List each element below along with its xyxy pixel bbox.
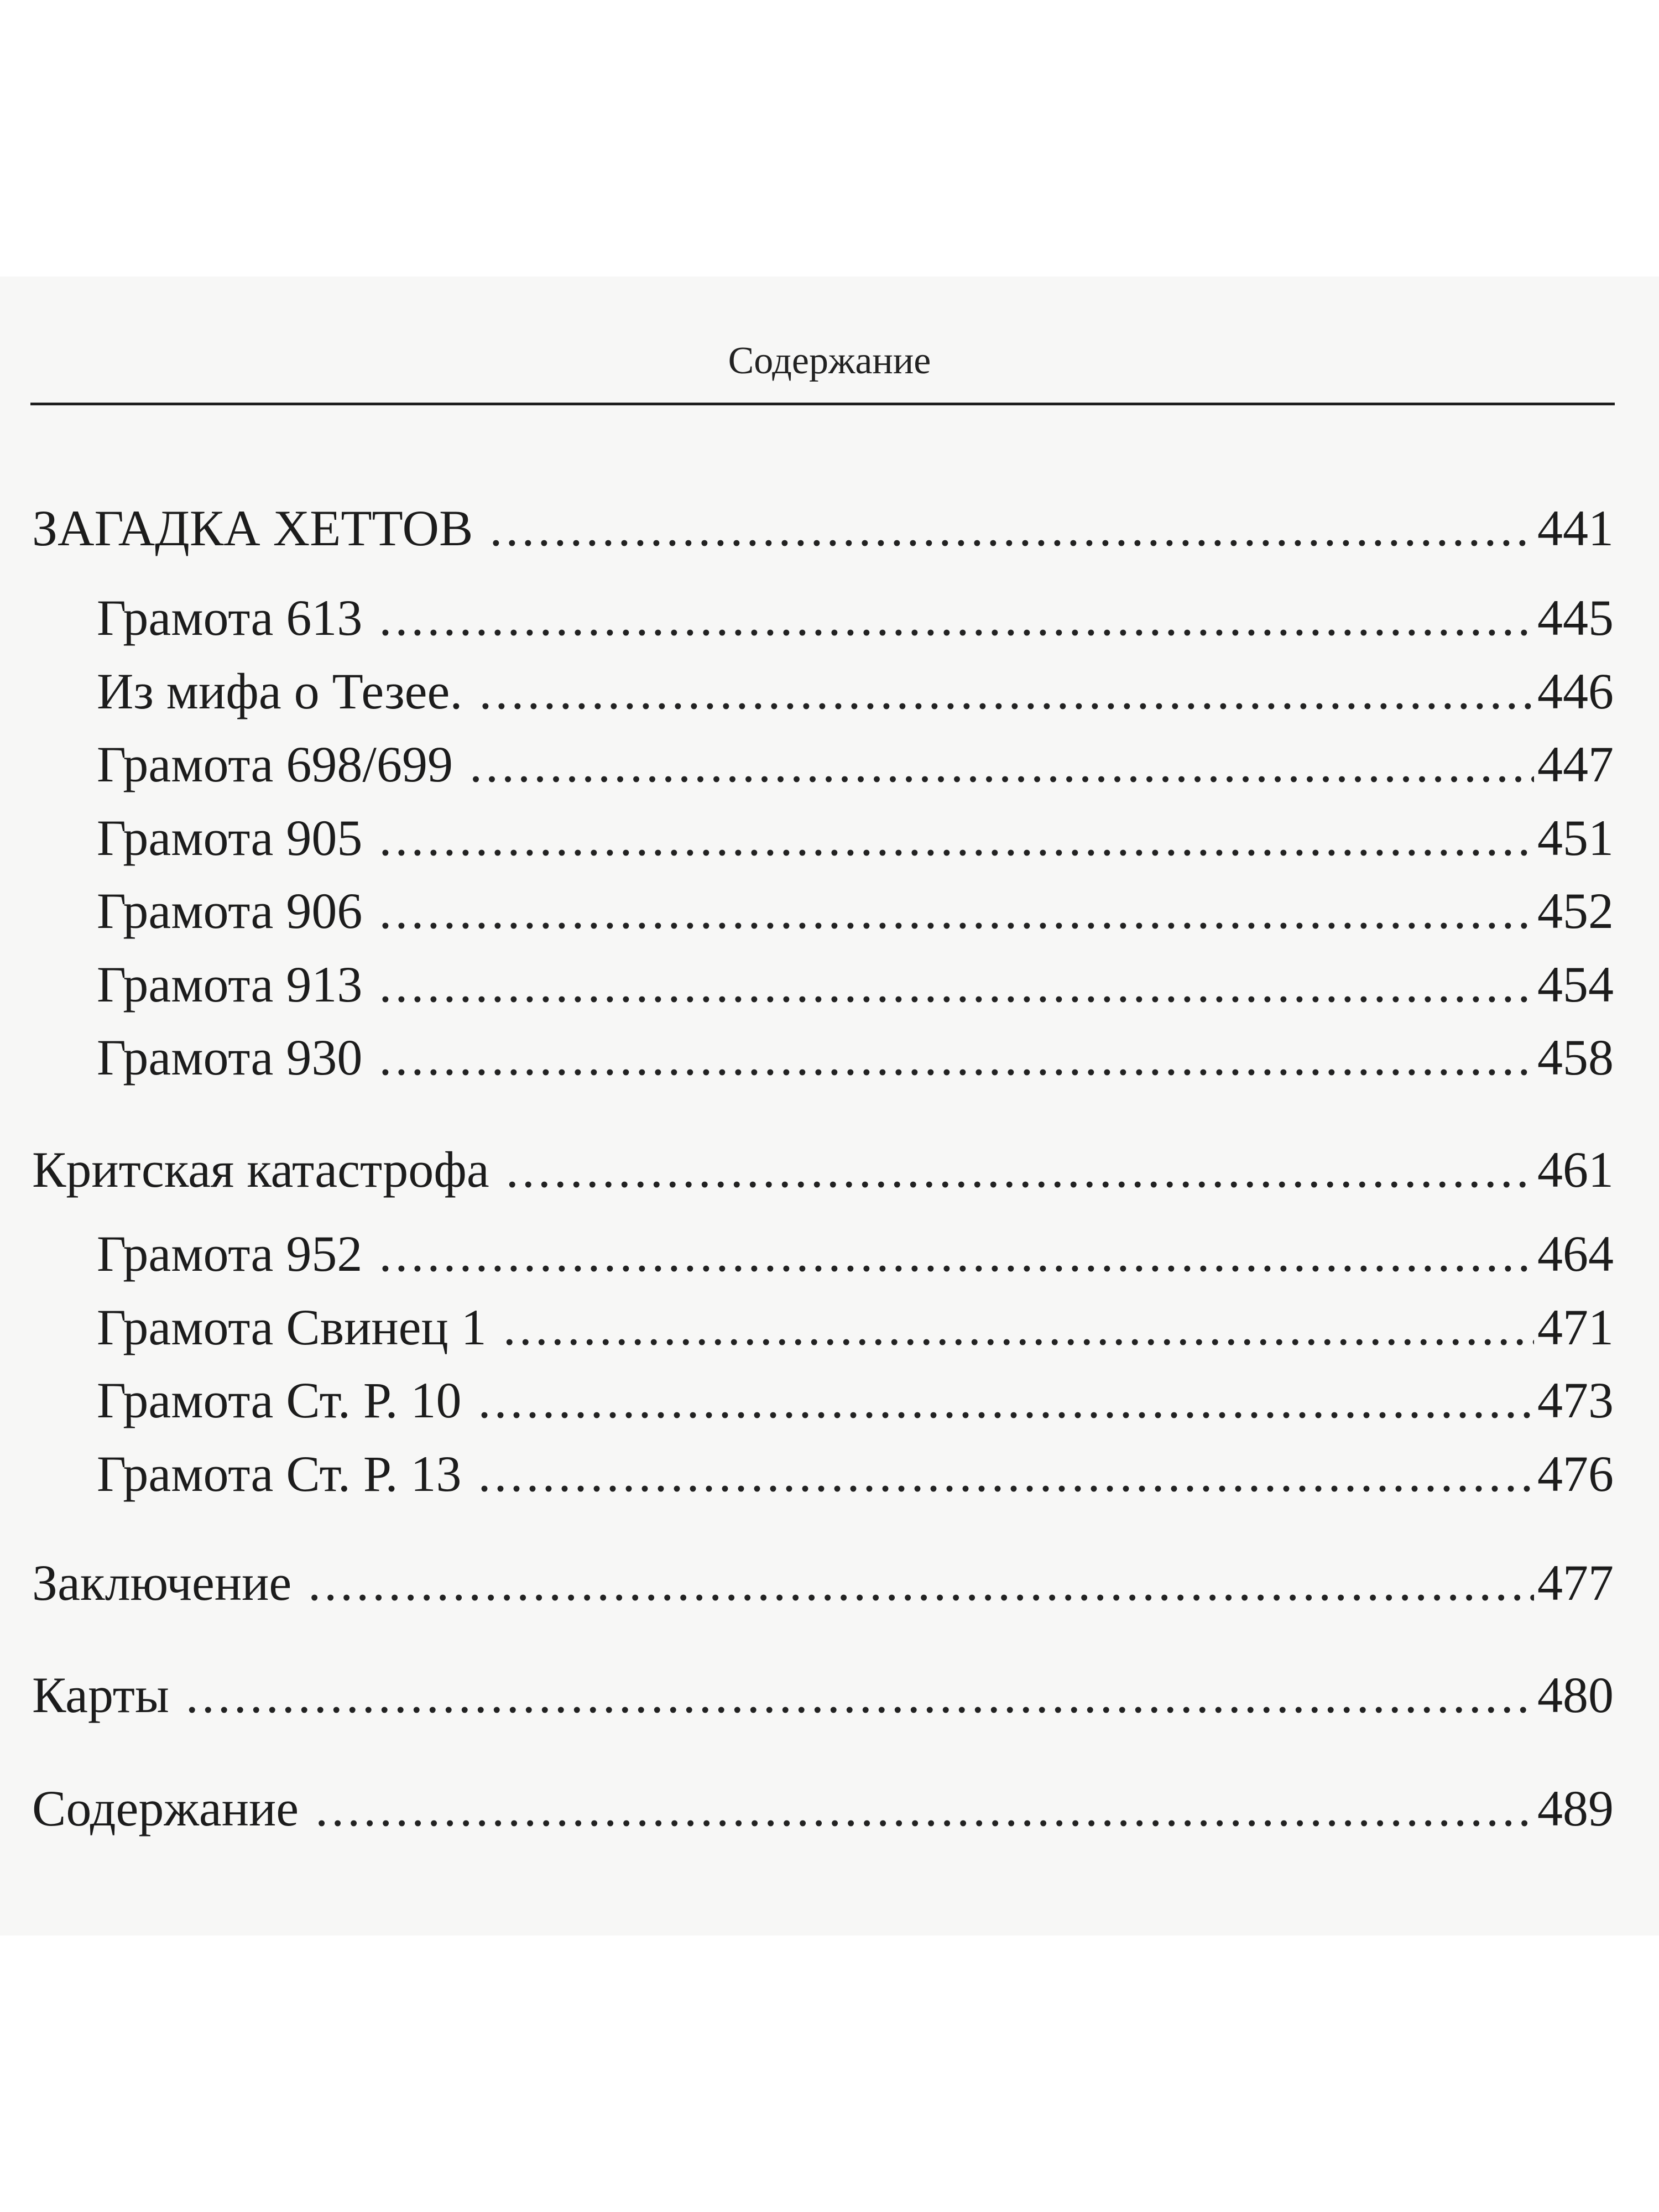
toc-entry-page: 477 xyxy=(1537,1554,1614,1611)
toc-entry xyxy=(97,954,1614,1015)
toc-entry-title: Грамота 613 xyxy=(97,589,363,646)
toc-entry-title: Из мифа о Тезее. xyxy=(97,663,463,719)
toc-entry-title: Заключение xyxy=(32,1554,292,1611)
toc-entry xyxy=(97,1443,1614,1504)
toc-entry-title: Грамота 952 xyxy=(97,1225,363,1282)
toc-entry-page: 452 xyxy=(1537,883,1614,939)
toc-entry xyxy=(97,734,1614,795)
toc-entry-title: Грамота Ст. Р. 10 xyxy=(97,1372,462,1428)
dot-leader xyxy=(478,1443,1535,1504)
toc-entry-title: Грамота Ст. Р. 13 xyxy=(97,1446,462,1502)
dot-leader xyxy=(503,1297,1534,1358)
toc-entry-title: Грамота Свинец 1 xyxy=(97,1299,487,1355)
toc-entry-page: 489 xyxy=(1537,1780,1614,1837)
dot-leader xyxy=(379,954,1534,1015)
dot-leader xyxy=(478,1370,1535,1431)
toc-entry xyxy=(97,1297,1614,1358)
dot-leader xyxy=(379,587,1534,648)
toc-entry-page: 446 xyxy=(1537,663,1614,719)
dot-leader xyxy=(186,1665,1534,1725)
toc-entry-page: 454 xyxy=(1537,956,1614,1013)
toc-entry xyxy=(32,1778,1614,1839)
toc-entry-title: Грамота 906 xyxy=(97,883,363,939)
toc-entry-title: Критская катастрофа xyxy=(32,1141,489,1198)
toc-entry-title: Содержание xyxy=(32,1780,299,1837)
toc-entry xyxy=(32,1139,1614,1200)
toc-entry-page: 476 xyxy=(1537,1446,1614,1502)
dot-leader xyxy=(479,661,1534,722)
toc-entry-page: 447 xyxy=(1537,736,1614,792)
toc-entry xyxy=(32,1665,1614,1725)
toc-entry-page: 461 xyxy=(1537,1141,1614,1198)
toc-entry xyxy=(97,587,1614,648)
toc-entry-title: Грамота 698/699 xyxy=(97,736,453,792)
toc-entry xyxy=(32,498,1614,559)
toc-entry-title: Карты xyxy=(32,1667,169,1723)
dot-leader xyxy=(379,880,1534,941)
toc-entry-title: Грамота 930 xyxy=(97,1029,363,1086)
dot-leader xyxy=(506,1139,1534,1200)
header-rule xyxy=(30,403,1615,405)
dot-leader xyxy=(308,1552,1534,1613)
toc-entry xyxy=(97,1027,1614,1088)
toc-entry-page: 445 xyxy=(1537,589,1614,646)
toc-entry-page: 471 xyxy=(1537,1299,1614,1355)
toc-entry-page: 480 xyxy=(1537,1667,1614,1723)
toc-entry-page: 464 xyxy=(1537,1225,1614,1282)
toc-entry xyxy=(97,1370,1614,1431)
toc-entry-page: 458 xyxy=(1537,1029,1614,1086)
toc-entry-title: Грамота 913 xyxy=(97,956,363,1013)
dot-leader xyxy=(469,734,1534,795)
toc-entry xyxy=(97,880,1614,941)
toc-entry-page: 451 xyxy=(1537,810,1614,866)
toc-entry xyxy=(97,661,1614,722)
toc-entry-page: 441 xyxy=(1537,500,1614,556)
dot-leader xyxy=(489,498,1534,559)
running-head: Содержание xyxy=(728,340,931,382)
toc-entry-title: ЗАГАДКА ХЕТТОВ xyxy=(32,500,473,556)
toc-entry xyxy=(97,807,1614,868)
toc-entry-page: 473 xyxy=(1537,1372,1614,1428)
dot-leader xyxy=(379,807,1534,868)
toc-entry xyxy=(32,1552,1614,1613)
toc-entry xyxy=(97,1223,1614,1284)
toc-entry-title: Грамота 905 xyxy=(97,810,363,866)
dot-leader xyxy=(315,1778,1534,1839)
dot-leader xyxy=(379,1027,1534,1088)
dot-leader xyxy=(379,1223,1534,1284)
